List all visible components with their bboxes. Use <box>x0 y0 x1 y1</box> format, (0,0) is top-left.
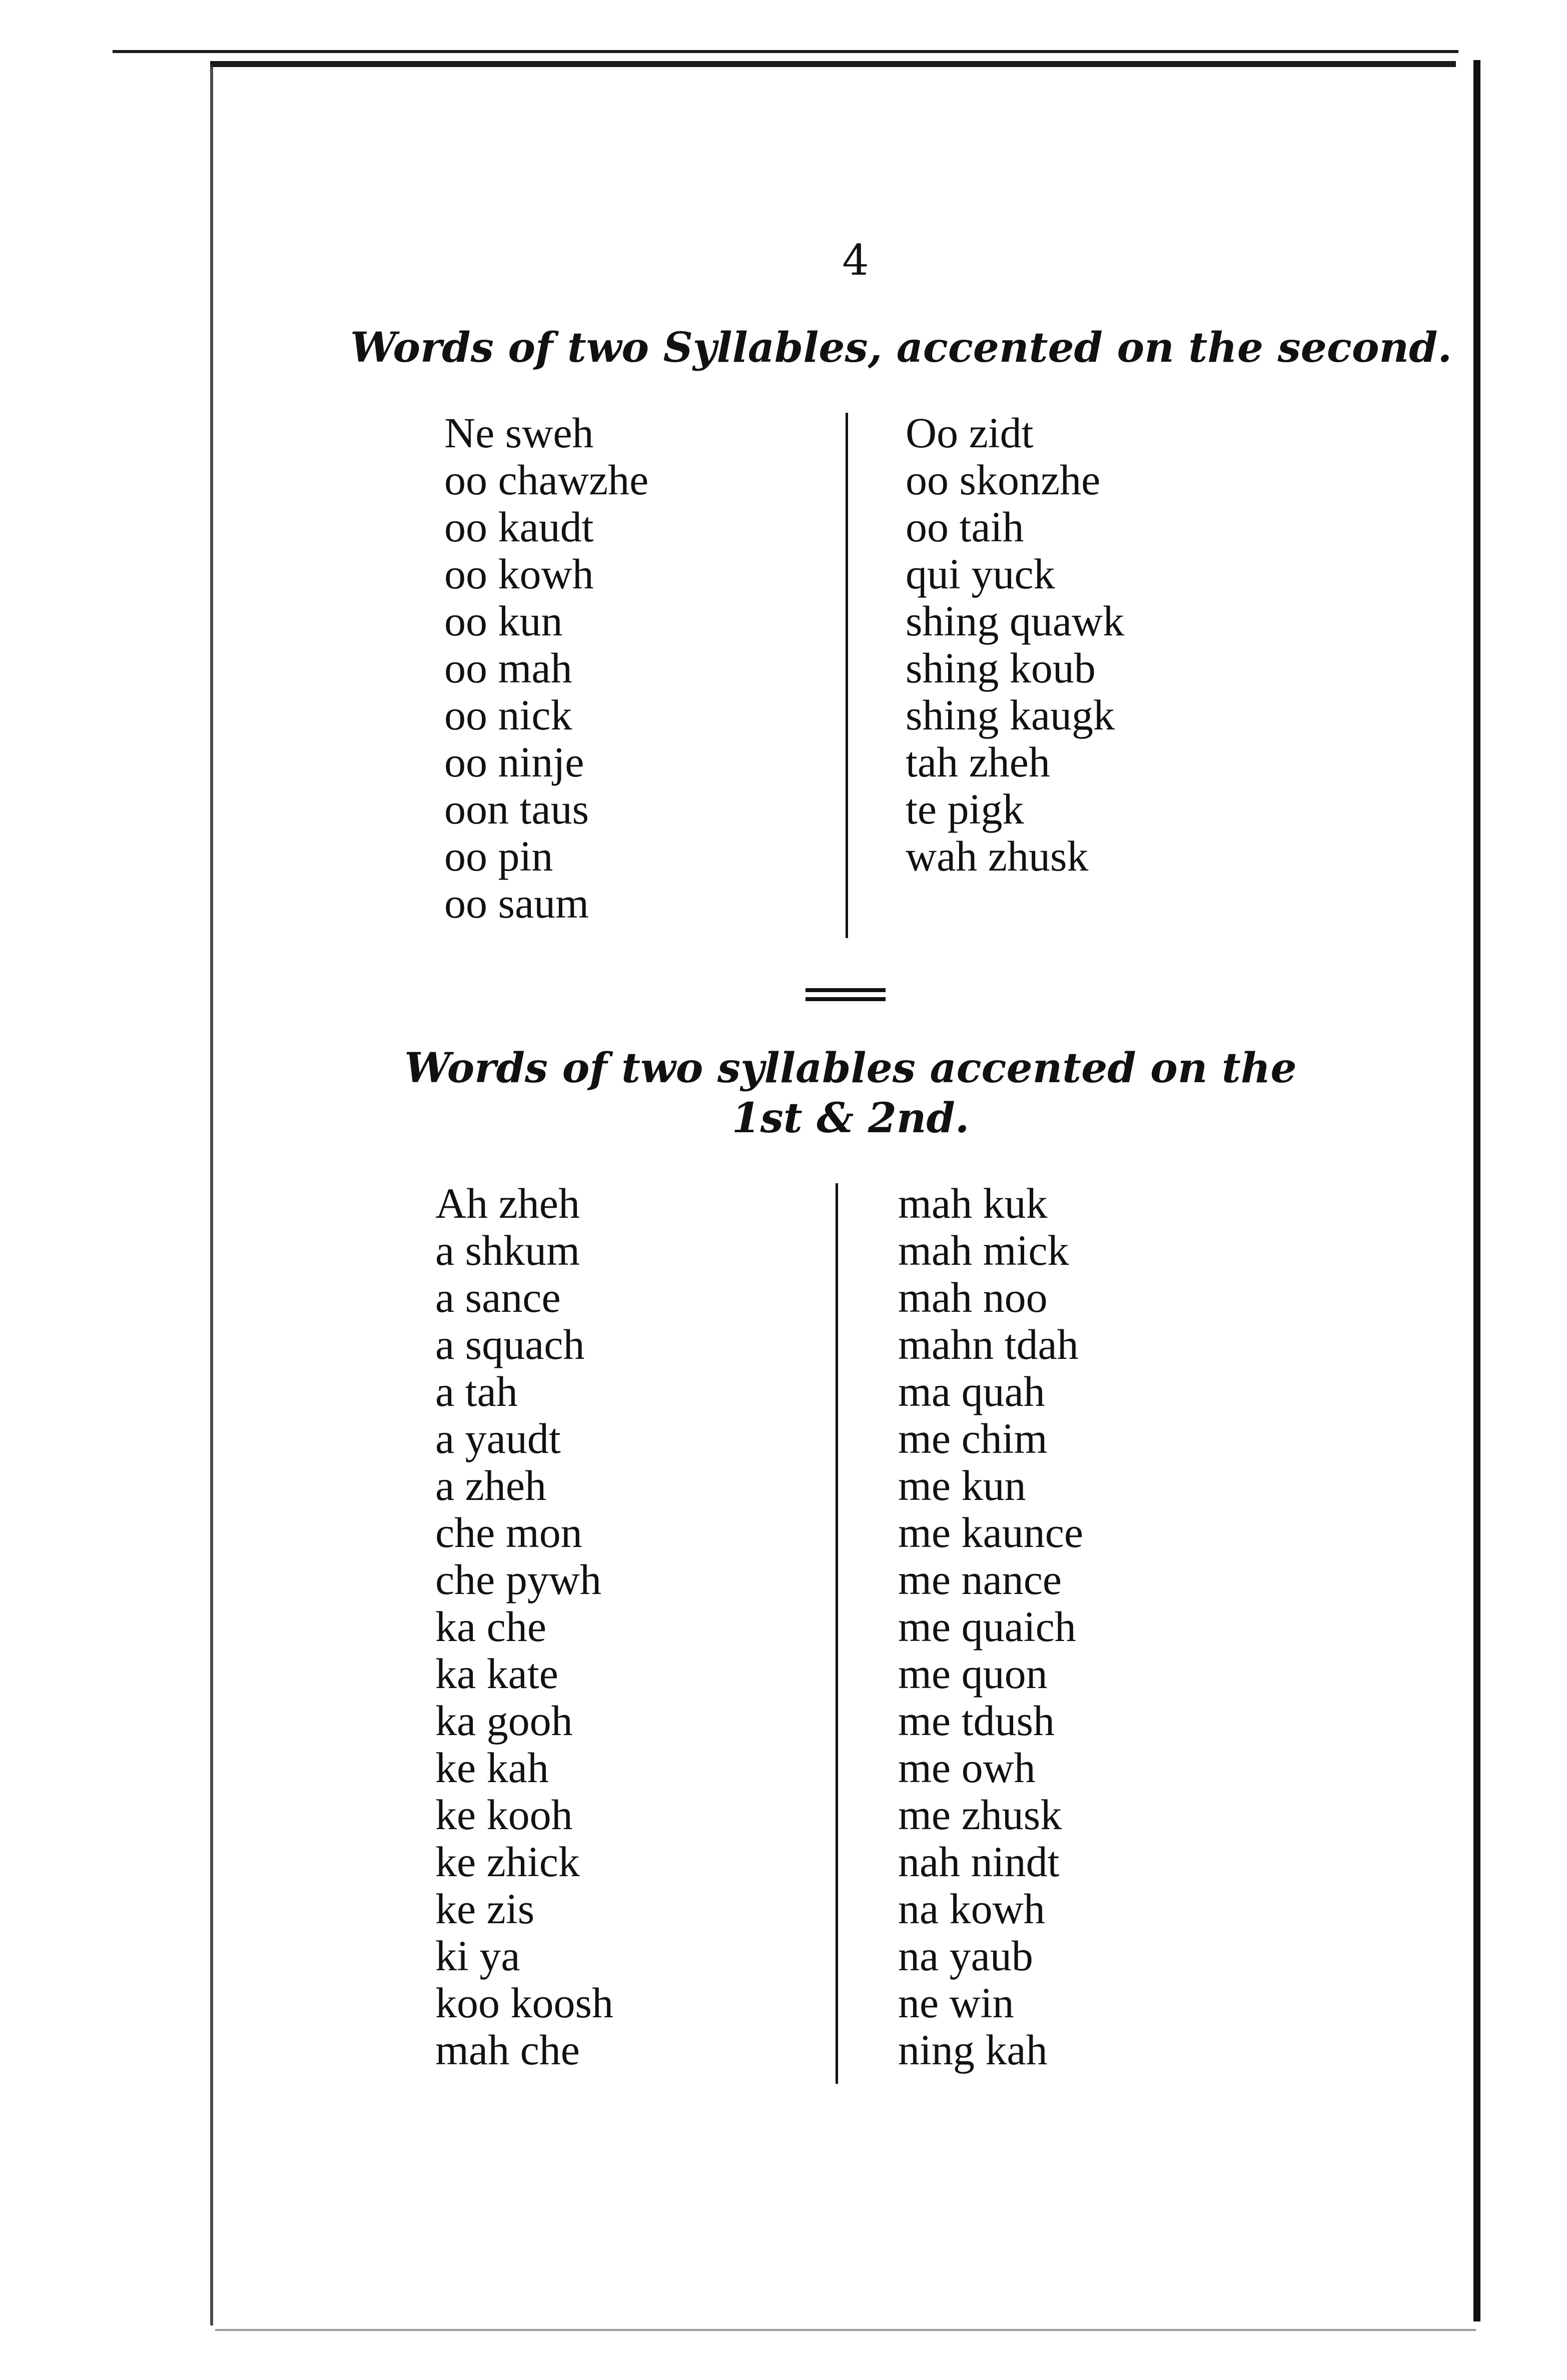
section1-heading: Words of two Syllables, accented on the second. <box>350 324 1452 372</box>
word-item: che mon <box>435 1508 582 1556</box>
word-item: mah kuk <box>898 1179 1048 1227</box>
word-item: ki ya <box>435 1932 520 1980</box>
page-border-left <box>210 64 213 2325</box>
word-item: qui yuck <box>906 550 1055 598</box>
word-item: ka che <box>435 1603 547 1651</box>
page-number: 4 <box>842 236 869 285</box>
section1-left-column <box>444 409 648 927</box>
section-separator <box>806 988 886 1004</box>
page-border-top-thin <box>113 50 1458 53</box>
word-item: a squach <box>435 1320 585 1368</box>
section1-right-column <box>906 409 1124 880</box>
word-item: ka kate <box>435 1650 558 1698</box>
word-item: ne win <box>898 1979 1014 2027</box>
word-item: oo kaudt <box>444 503 594 551</box>
word-item: a shkum <box>435 1226 580 1274</box>
word-item: na kowh <box>898 1885 1045 1933</box>
word-item: shing koub <box>906 644 1096 692</box>
word-item: a sance <box>435 1273 561 1321</box>
word-item: oo skonzhe <box>906 456 1101 504</box>
word-item: mahn tdah <box>898 1320 1079 1368</box>
word-item: mah noo <box>898 1273 1048 1321</box>
page-border-bottom <box>215 2329 1476 2331</box>
word-item: Ah zheh <box>435 1179 580 1227</box>
word-item: a zheh <box>435 1461 547 1509</box>
word-item: te pigk <box>906 785 1024 833</box>
word-item: me quaich <box>898 1603 1076 1651</box>
word-item: koo koosh <box>435 1979 613 2027</box>
word-item: oo ninje <box>444 738 584 786</box>
page-border-right <box>1473 60 1480 2321</box>
word-item: a tah <box>435 1367 518 1415</box>
section2-heading-line1: Words of two syllables accented on the <box>404 1044 1297 1092</box>
word-item: oo nick <box>444 691 572 739</box>
word-item: ka gooh <box>435 1697 573 1745</box>
section2-right-column <box>898 1180 1083 2073</box>
word-item: che pywh <box>435 1555 601 1604</box>
section2-heading-line2: 1st & 2nd. <box>731 1094 970 1142</box>
word-item: nah nindt <box>898 1838 1060 1886</box>
word-item: ma quah <box>898 1367 1045 1415</box>
word-item: a yaudt <box>435 1414 561 1462</box>
word-item: shing kaugk <box>906 691 1115 739</box>
word-item: me tdush <box>898 1697 1055 1745</box>
word-item: me owh <box>898 1744 1036 1792</box>
word-item: me quon <box>898 1650 1048 1698</box>
word-item: shing quawk <box>906 597 1125 645</box>
word-item: mah che <box>435 2026 580 2074</box>
word-item: oon taus <box>444 785 589 833</box>
section2-left-column <box>435 1180 613 2073</box>
word-item: oo saum <box>444 879 589 927</box>
word-item: me nance <box>898 1555 1062 1604</box>
word-item: ning kah <box>898 2026 1048 2074</box>
section2-column-divider <box>836 1183 838 2084</box>
word-item: oo pin <box>444 832 553 880</box>
word-item: me kun <box>898 1461 1026 1509</box>
word-item: oo taih <box>906 503 1024 551</box>
word-item: oo mah <box>444 644 572 692</box>
word-item: ke kah <box>435 1744 549 1792</box>
word-item: Ne sweh <box>444 409 594 457</box>
word-item: me chim <box>898 1414 1048 1462</box>
word-item: tah zheh <box>906 738 1050 786</box>
word-item: mah mick <box>898 1226 1069 1274</box>
word-item: oo chawzhe <box>444 456 649 504</box>
word-item: ke kooh <box>435 1791 573 1839</box>
word-item: ke zhick <box>435 1838 580 1886</box>
word-item: wah zhusk <box>906 832 1089 880</box>
word-item: ke zis <box>435 1885 535 1933</box>
word-item: oo kun <box>444 597 563 645</box>
word-item: na yaub <box>898 1932 1033 1980</box>
word-item: me kaunce <box>898 1508 1084 1556</box>
section1-column-divider <box>846 413 848 938</box>
word-item: Oo zidt <box>906 409 1034 457</box>
page-border-top-thick <box>210 61 1456 67</box>
word-item: oo kowh <box>444 550 594 598</box>
section2-heading <box>350 1043 1351 1143</box>
word-item: me zhusk <box>898 1791 1062 1839</box>
